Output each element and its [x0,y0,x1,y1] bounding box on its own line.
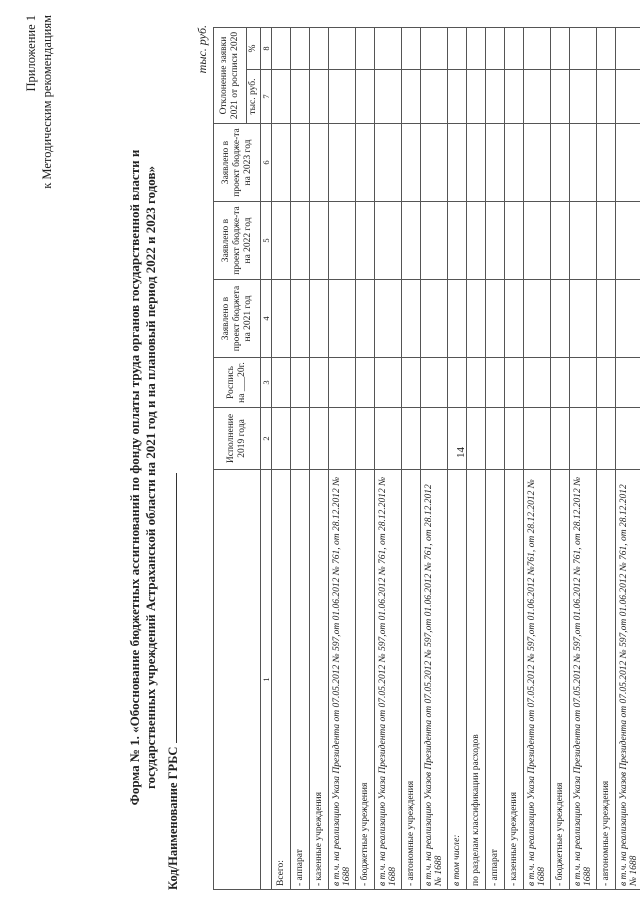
table-cell[interactable] [329,70,356,124]
table-cell[interactable] [402,280,421,358]
table-cell[interactable] [310,124,329,202]
row-label: - аппарат [291,470,310,890]
table-cell[interactable] [310,28,329,70]
table-cell[interactable] [486,408,505,470]
table-cell[interactable] [467,280,486,358]
table-cell[interactable] [375,358,402,408]
row-label: - казенные учреждения [310,470,329,890]
table-cell[interactable] [486,28,505,70]
table-cell[interactable] [505,408,524,470]
table-cell[interactable] [597,70,616,124]
table-row [551,28,570,890]
table-row [291,28,310,890]
col-header-1 [214,470,261,890]
table-cell[interactable] [402,124,421,202]
row-label: в т.ч. на реализацию Указа Президента от 07.05.2012 № 597,от 01.06.2012 № 761, от 28.12.2012 № 1688 [570,470,597,890]
col-header-8: % [247,28,261,70]
table-cell[interactable] [310,280,329,358]
table-cell[interactable] [375,28,402,70]
table-cell[interactable] [329,28,356,70]
row-label: - автономные учреждения [402,470,421,890]
row-label: в т.ч. на реализацию Указа Президента от 07.05.2012 № 597,от 01.06.2012 № 761, от 28.12.2012 № 1688 [375,470,402,890]
table-cell[interactable] [272,408,291,470]
table-row [356,28,375,890]
rotated-content [15,15,639,890]
table-cell[interactable] [291,28,310,70]
table-cell[interactable] [570,280,597,358]
annex-note [23,15,55,189]
table-cell[interactable] [291,124,310,202]
row-label: в т.ч. на реализацию Указов Президента от 07.05.2012 № 597,от 01.06.2012 № 761, от 28.12.2012 № 1688 [616,470,640,890]
table-cell[interactable] [524,358,551,408]
table-cell[interactable] [272,70,291,124]
table-row [448,28,467,890]
table-cell[interactable] [291,358,310,408]
table-cell[interactable] [402,70,421,124]
table-row [329,28,356,890]
table-cell[interactable] [524,28,551,70]
table-cell[interactable] [356,408,375,470]
table-cell[interactable] [421,124,448,202]
budget-table [213,27,640,890]
table-cell[interactable] [551,124,570,202]
table-cell[interactable] [421,70,448,124]
table-cell[interactable] [505,280,524,358]
column-number: 6 [261,124,272,202]
table-cell[interactable] [551,408,570,470]
table-cell[interactable] [505,124,524,202]
table-cell[interactable] [272,28,291,70]
table-cell[interactable] [291,202,310,280]
table-cell[interactable] [402,202,421,280]
table-cell[interactable] [486,358,505,408]
table-cell[interactable] [616,408,640,470]
table-cell[interactable] [375,202,402,280]
column-number-row [261,28,272,890]
table-cell[interactable] [421,28,448,70]
table-row [467,28,486,890]
table-cell[interactable] [524,202,551,280]
table-cell[interactable] [467,70,486,124]
col-header-3: Роспись на ___20г. [214,358,261,408]
table-cell[interactable] [272,280,291,358]
table-cell[interactable] [291,408,310,470]
table-cell[interactable] [375,124,402,202]
table-row [570,28,597,890]
table-cell[interactable] [616,70,640,124]
table-cell[interactable] [551,28,570,70]
grbs-blank-line [165,473,177,743]
table-cell[interactable] [356,202,375,280]
table-cell[interactable] [356,358,375,408]
header-row [214,28,247,890]
annex-line-2: к Методическим рекомендациям [40,15,54,189]
grbs-label: Код/Наименование ГРБС [166,746,180,890]
table-cell[interactable] [570,124,597,202]
table-cell[interactable] [467,202,486,280]
row-label: в т.ч. на реализацию Указов Президента от 07.05.2012 № 597,от 01.06.2012 № 761, от 28.12.2012 № 1688 [421,470,448,890]
table-cell[interactable] [524,70,551,124]
table-cell[interactable] [570,408,597,470]
table-row [272,28,291,890]
table-cell[interactable] [421,202,448,280]
column-number: 5 [261,202,272,280]
table-row [375,28,402,890]
table-cell[interactable] [329,408,356,470]
table-cell[interactable] [448,202,467,280]
table-cell[interactable] [310,202,329,280]
table-row [421,28,448,890]
row-label: - автономные учреждения [597,470,616,890]
table-cell[interactable] [570,358,597,408]
table-cell[interactable] [310,70,329,124]
table-cell[interactable] [486,280,505,358]
table-cell[interactable] [616,202,640,280]
row-label: Всего: [272,470,291,890]
table-row [597,28,616,890]
column-number: 3 [261,358,272,408]
column-number: 4 [261,280,272,358]
table-cell[interactable] [524,280,551,358]
table-cell[interactable] [421,358,448,408]
table-cell[interactable] [551,358,570,408]
col-header-4: Заявлено в проект бюджета на 2021 год [214,280,261,358]
table-cell[interactable] [448,408,467,470]
table-cell[interactable] [551,70,570,124]
table-cell[interactable] [402,408,421,470]
column-number: 8 [261,28,272,70]
table-cell[interactable] [421,408,448,470]
table-cell[interactable] [597,202,616,280]
table-cell[interactable] [467,408,486,470]
table-cell[interactable] [486,70,505,124]
table-cell[interactable] [505,70,524,124]
table-cell[interactable] [329,124,356,202]
table-cell[interactable] [310,358,329,408]
table-cell[interactable] [356,124,375,202]
table-cell[interactable] [524,408,551,470]
table-cell[interactable] [375,280,402,358]
table-cell[interactable] [448,124,467,202]
table-cell[interactable] [448,280,467,358]
col-header-deviation: Отклонение заявки 2021 от росписи 2020 [214,28,247,124]
table-row [616,28,640,890]
annex-line-1: Приложение 1 [24,15,38,92]
table-cell[interactable] [616,358,640,408]
row-label: в т.ч. на реализацию Указа Президента от 07.05.2012 № 597,от 01.06.2012 № 761, от 28.12.2012 № 1688 [329,470,356,890]
table-cell[interactable] [467,124,486,202]
table-cell[interactable] [616,280,640,358]
table-cell[interactable] [448,28,467,70]
col-header-2: Исполнение 2019 года [214,408,261,470]
table-cell[interactable] [291,70,310,124]
table-cell[interactable] [467,358,486,408]
table-cell[interactable] [597,124,616,202]
table-cell[interactable] [272,202,291,280]
table-row [310,28,329,890]
table-cell[interactable] [402,28,421,70]
table-cell[interactable] [551,280,570,358]
table-cell[interactable] [448,358,467,408]
form-title: Форма № 1. «Обоснование бюджетных ассигнований по фонду оплаты труда органов государственной власти и государственных учреждений Астраханской области на 2021 год и на плановый период 2022 и 2023 годов» [127,149,158,806]
table-body [272,28,640,890]
table-cell[interactable] [570,202,597,280]
table-cell[interactable] [467,28,486,70]
table-row [524,28,551,890]
grbs-field [165,473,181,890]
column-number: 7 [261,70,272,124]
table-row [505,28,524,890]
table-cell[interactable] [597,280,616,358]
table-cell[interactable] [329,280,356,358]
table-cell[interactable] [329,202,356,280]
table-cell[interactable] [375,408,402,470]
table-cell[interactable] [356,28,375,70]
unit-label: тыс. руб. [195,25,209,74]
table-cell[interactable] [597,408,616,470]
table-cell[interactable] [505,202,524,280]
col-header-6: Заявлено в проект бюдже-та на 2023 год [214,124,261,202]
row-label: - аппарат [486,470,505,890]
table-cell[interactable] [329,358,356,408]
table-cell[interactable] [291,280,310,358]
table-row [486,28,505,890]
row-label: по разделам классификации расходов [467,470,486,890]
row-label: - казенные учреждения [505,470,524,890]
table-row [402,28,421,890]
table-cell[interactable] [570,70,597,124]
table-cell[interactable] [524,124,551,202]
row-label: - бюджетные учреждения [356,470,375,890]
table-cell[interactable] [310,408,329,470]
table-cell[interactable] [505,358,524,408]
table-cell[interactable] [486,124,505,202]
table-cell[interactable] [272,124,291,202]
page-number: 14 [455,447,467,458]
table-cell[interactable] [486,202,505,280]
table-cell[interactable] [570,28,597,70]
table-cell[interactable] [272,358,291,408]
table-cell[interactable] [356,280,375,358]
table-cell[interactable] [597,358,616,408]
table-cell[interactable] [448,70,467,124]
row-label: в том числе: [448,470,467,890]
table-cell[interactable] [616,124,640,202]
table-cell[interactable] [375,70,402,124]
table-cell[interactable] [597,28,616,70]
table-cell[interactable] [616,28,640,70]
col-header-5: Заявлено в проект бюдже-та на 2022 год [214,202,261,280]
table-cell[interactable] [356,70,375,124]
table-cell[interactable] [421,280,448,358]
column-number: 1 [261,470,272,890]
row-label: в т.ч. на реализацию Указа Президента от 07.05.2012 № 597,от 01.06.2012 №761, от 28.12.2012 № 1688 [524,470,551,890]
table-cell[interactable] [505,28,524,70]
row-label: - бюджетные учреждения [551,470,570,890]
table-cell[interactable] [402,358,421,408]
col-header-7: тыс. руб. [247,70,261,124]
column-number: 2 [261,408,272,470]
table-cell[interactable] [551,202,570,280]
